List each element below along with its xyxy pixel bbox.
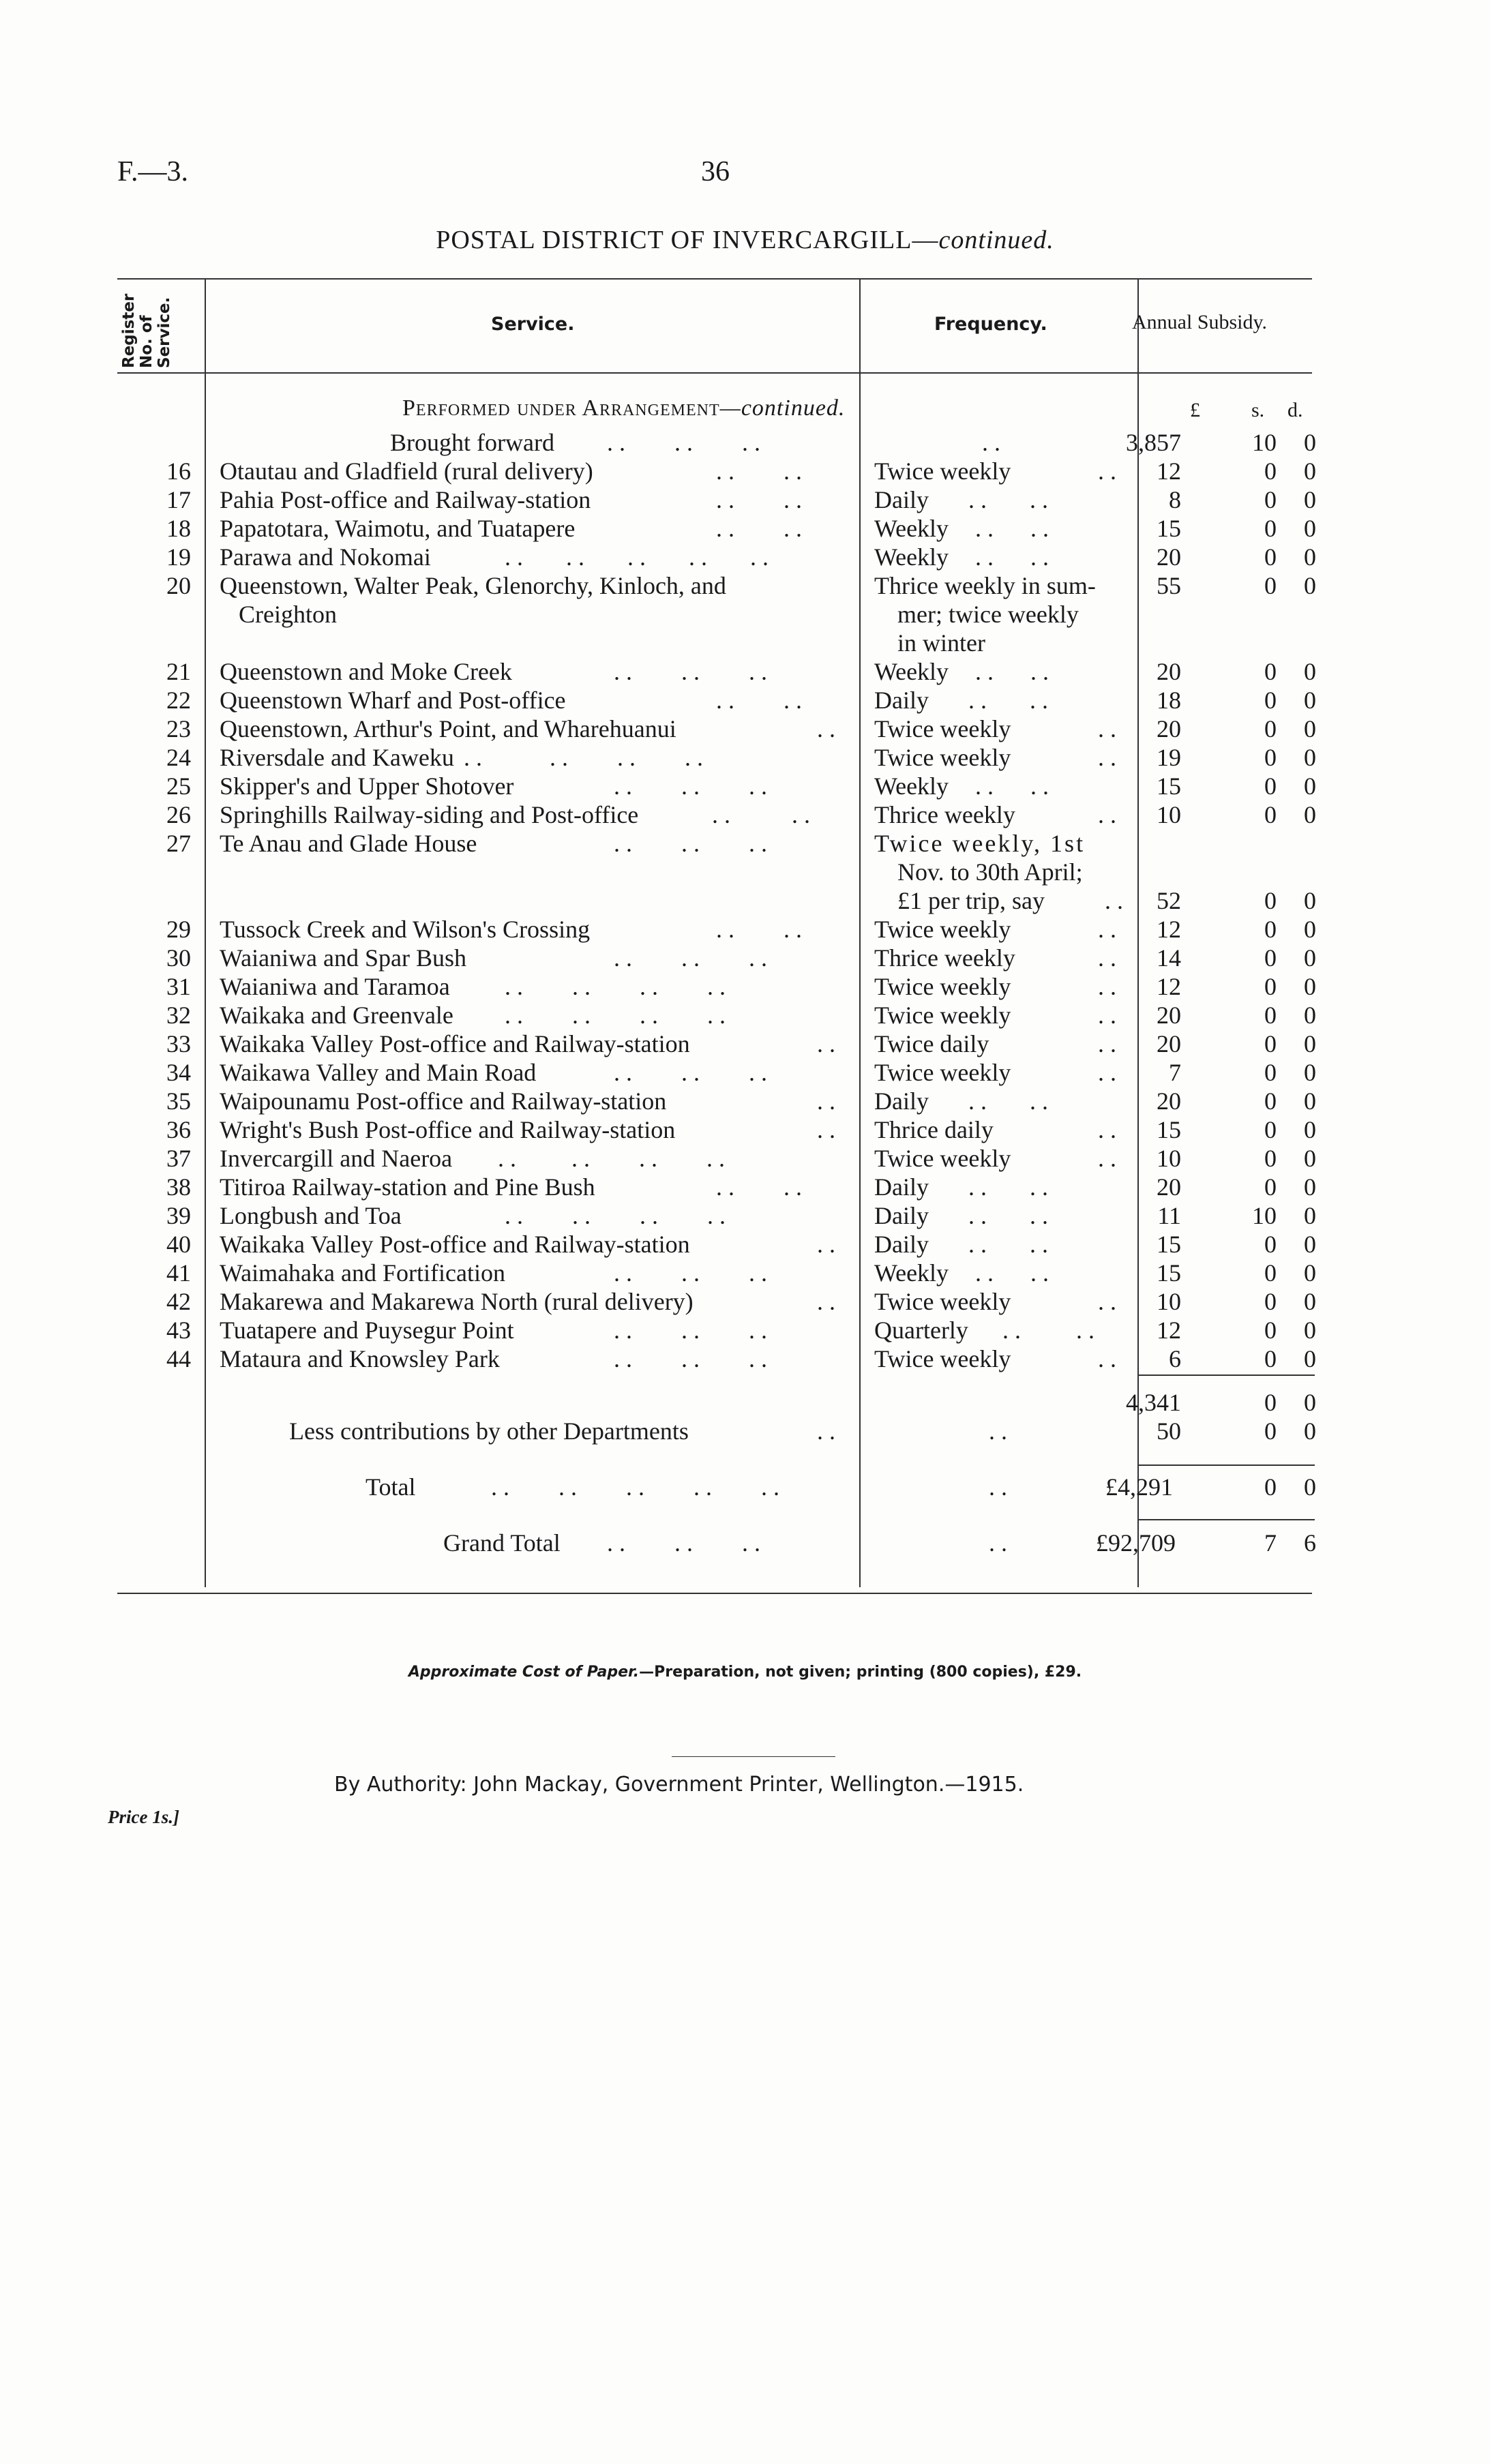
pence-header: d.: [1287, 399, 1303, 421]
pounds-cell: 19: [1157, 744, 1181, 771]
shillings-cell: 0: [1264, 1087, 1277, 1115]
leader-dots: . . . .: [975, 515, 1049, 542]
pounds-header: £: [1190, 399, 1200, 421]
frequency: Twice weekly: [874, 715, 1011, 742]
leader-dots: . .: [1098, 916, 1116, 943]
pence-cell: 0: [1304, 1389, 1316, 1416]
register-number: 26: [166, 801, 191, 828]
pounds-cell: 14: [1157, 944, 1181, 972]
leader-dots: . . . . . . . .: [505, 973, 726, 1000]
title-continued: continued.: [938, 226, 1054, 254]
shillings-cell: 0: [1264, 687, 1277, 714]
leader-dots: . . . .: [975, 1259, 1049, 1287]
pence-cell: 0: [1304, 543, 1316, 571]
register-number: 16: [166, 457, 191, 485]
pence-cell: 0: [1304, 1145, 1316, 1172]
shillings-cell: 0: [1264, 1059, 1277, 1086]
service-name: Te Anau and Glade House: [220, 830, 477, 857]
leader-dots: . .: [1098, 973, 1116, 1000]
frequency: Twice weekly: [874, 457, 1011, 485]
leader-dots: . .: [1098, 1288, 1116, 1315]
paper-cost-text: —Preparation, not given; printing (800 copies), £29.: [639, 1664, 1082, 1681]
register-column-header: Register No. of Service.: [120, 293, 173, 368]
pounds-cell: 11: [1157, 1202, 1181, 1229]
table-header-rule: [117, 372, 1312, 374]
leader-dots: . . . .: [968, 1202, 1048, 1229]
leader-dots: . . . .: [968, 486, 1048, 513]
pounds-cell: 20: [1157, 1030, 1181, 1057]
pence-cell: 0: [1304, 457, 1316, 485]
pence-cell: 0: [1304, 1030, 1316, 1057]
pounds-cell: 20: [1157, 1002, 1181, 1029]
pence-cell: 0: [1304, 572, 1316, 599]
register-number: 18: [166, 515, 191, 542]
leader-dots: . . . . . .: [607, 429, 760, 456]
subsidy-column-header: Annual Subsidy.: [1132, 311, 1268, 333]
section-continued: —continued.: [719, 395, 846, 421]
pence-cell: 0: [1304, 515, 1316, 542]
pence-cell: 6: [1304, 1529, 1316, 1557]
pounds-cell: 10: [1157, 1288, 1181, 1315]
grand-total-label: Grand Total: [443, 1529, 561, 1557]
pence-cell: 0: [1304, 486, 1316, 513]
service-name: Waikaka Valley Post-office and Railway-station: [220, 1030, 690, 1057]
service-name: Parawa and Nokomai: [220, 543, 431, 571]
register-number: 19: [166, 543, 191, 571]
frequency: Thrice daily: [874, 1116, 994, 1143]
frequency: Thrice weekly in sum-: [874, 572, 1096, 599]
pence-cell: 0: [1304, 772, 1316, 800]
leader-dots: . .: [989, 1529, 1007, 1557]
pence-cell: 0: [1304, 1116, 1316, 1143]
shillings-cell: 0: [1264, 1145, 1277, 1172]
leader-dots: . . . .: [968, 1231, 1048, 1258]
leader-dots: . .: [1098, 801, 1116, 828]
frequency: Twice weekly: [874, 1002, 1011, 1029]
frequency-column-header: Frequency.: [934, 314, 1047, 335]
service-name: Titiroa Railway-station and Pine Bush: [220, 1173, 595, 1201]
frequency: Twice weekly: [874, 1145, 1011, 1172]
leader-dots: . . . . . . . . . .: [505, 543, 769, 571]
leader-dots: . . . . . .: [614, 1345, 767, 1372]
register-number: 24: [166, 744, 191, 771]
shillings-cell: 0: [1264, 887, 1277, 914]
printer-authority: By Authority: John Mackay, Government Printer, Wellington.—1915.: [334, 1773, 1024, 1797]
leader-dots: . .: [1098, 944, 1116, 972]
service-name: Waimahaka and Fortification: [220, 1259, 505, 1287]
service-name-continued: Creighton: [239, 601, 337, 628]
service-name: Riversdale and Kaweku: [220, 744, 454, 771]
leader-dots: . . . . . .: [614, 1259, 767, 1287]
register-number: 25: [166, 772, 191, 800]
service-name: Skipper's and Upper Shotover: [220, 772, 514, 800]
service-name: Springhills Railway-siding and Post-office: [220, 801, 639, 828]
leader-dots: . . . .: [716, 1173, 802, 1201]
leader-dots: . . . .: [716, 515, 802, 542]
frequency: Twice weekly: [874, 973, 1011, 1000]
leader-dots: . . . . . . . .: [505, 1202, 726, 1229]
leader-dots: . .: [1098, 1002, 1116, 1029]
shillings-cell: 0: [1264, 916, 1277, 943]
frequency: Daily: [874, 687, 929, 714]
shillings-cell: 10: [1252, 429, 1277, 456]
register-number: 43: [166, 1317, 191, 1344]
shillings-cell: 0: [1264, 801, 1277, 828]
section-label: Performed under Arrangement: [402, 395, 720, 421]
pounds-cell: 10: [1157, 801, 1181, 828]
frequency: Weekly: [874, 1259, 949, 1287]
register-number: 27: [166, 830, 191, 857]
service-name: Waikaka Valley Post-office and Railway-station: [220, 1231, 690, 1258]
pence-cell: 0: [1304, 801, 1316, 828]
total-label: Total: [366, 1473, 416, 1501]
total-rule-bottom: [1137, 1519, 1315, 1520]
leader-dots: . .: [817, 1030, 835, 1057]
pounds-cell: £4,291: [1105, 1473, 1173, 1501]
frequency: Twice daily: [874, 1030, 989, 1057]
frequency: Twice weekly, 1st: [874, 830, 1086, 857]
paper-cost-label: Approximate Cost of Paper.: [408, 1664, 640, 1681]
document-reference: F.—3.: [117, 156, 188, 187]
pence-cell: 0: [1304, 429, 1316, 456]
table-top-rule: [117, 278, 1312, 280]
frequency-continued: mer; twice weekly: [897, 601, 1079, 628]
pounds-cell: 7: [1169, 1059, 1181, 1086]
service-column-header: Service.: [491, 314, 575, 335]
pence-cell: 0: [1304, 1002, 1316, 1029]
shillings-cell: 0: [1264, 572, 1277, 599]
pounds-cell: 20: [1157, 1087, 1181, 1115]
pounds-cell: 52: [1157, 887, 1181, 914]
pounds-cell: 6: [1169, 1345, 1181, 1372]
pounds-cell: 15: [1157, 1116, 1181, 1143]
leader-dots: . .: [1098, 1030, 1116, 1057]
leader-dots: . .: [1098, 744, 1116, 771]
pounds-cell: 20: [1157, 658, 1181, 685]
subtotal-rule: [1137, 1374, 1315, 1376]
leader-dots: . . . .: [968, 1087, 1048, 1115]
service-column-divider: [205, 278, 206, 1587]
pounds-cell: 15: [1157, 772, 1181, 800]
shillings-cell: 0: [1264, 457, 1277, 485]
shillings-cell: 0: [1264, 515, 1277, 542]
frequency: Daily: [874, 1231, 929, 1258]
register-number: 36: [166, 1116, 191, 1143]
frequency: Twice weekly: [874, 1288, 1011, 1315]
leader-dots: . . . . . .: [614, 830, 767, 857]
service-name: Longbush and Toa: [220, 1202, 402, 1229]
service-name: Waianiwa and Spar Bush: [220, 944, 467, 972]
service-name: Queenstown Wharf and Post-office: [220, 687, 566, 714]
register-number: 22: [166, 687, 191, 714]
pounds-cell: £92,709: [1096, 1529, 1176, 1557]
leader-dots: . . . . . . . .: [464, 744, 703, 771]
pounds-cell: 10: [1157, 1145, 1181, 1172]
shillings-cell: 0: [1264, 543, 1277, 571]
register-number: 33: [166, 1030, 191, 1057]
pounds-cell: 20: [1157, 1173, 1181, 1201]
register-number: 31: [166, 973, 191, 1000]
leader-dots: . . . .: [975, 658, 1049, 685]
authority-rule: [672, 1756, 835, 1757]
service-name: Makarewa and Makarewa North (rural delivery): [220, 1288, 694, 1315]
leader-dots: . . . . . .: [614, 772, 767, 800]
shillings-cell: 10: [1252, 1202, 1277, 1229]
leader-dots: . . . .: [716, 916, 802, 943]
pounds-cell: 20: [1157, 543, 1181, 571]
shillings-cell: 0: [1264, 486, 1277, 513]
service-name: Queenstown, Arthur's Point, and Wharehuanui: [220, 715, 676, 742]
frequency-continued: in winter: [897, 629, 985, 657]
pence-cell: 0: [1304, 1473, 1316, 1501]
brought-forward-label: Brought forward: [390, 429, 554, 456]
pence-cell: 0: [1304, 887, 1316, 914]
pounds-cell: 8: [1169, 486, 1181, 513]
pounds-cell: 12: [1157, 1317, 1181, 1344]
shillings-cell: 0: [1264, 1473, 1277, 1501]
shillings-cell: 0: [1264, 1417, 1277, 1445]
service-name: Papatotara, Waimotu, and Tuatapere: [220, 515, 576, 542]
leader-dots: . . . . . .: [614, 944, 767, 972]
service-name: Wright's Bush Post-office and Railway-station: [220, 1116, 676, 1143]
service-name: Waikaka and Greenvale: [220, 1002, 453, 1029]
pence-cell: 0: [1304, 1202, 1316, 1229]
total-rule-top: [1137, 1464, 1315, 1466]
shillings-cell: 0: [1264, 1173, 1277, 1201]
register-number: 29: [166, 916, 191, 943]
leader-dots: . .: [1098, 1145, 1116, 1172]
shillings-cell: 0: [1264, 715, 1277, 742]
frequency-continued: Nov. to 30th April;: [897, 858, 1083, 886]
page-title: [0, 225, 1490, 255]
leader-dots: . .: [817, 1116, 835, 1143]
leader-dots: . . . . . . . . . .: [491, 1473, 779, 1501]
frequency: Quarterly: [874, 1317, 968, 1344]
less-contributions-label: Less contributions by other Departments: [289, 1417, 689, 1445]
leader-dots: . .: [1098, 715, 1116, 742]
leader-dots: . . . . . .: [614, 1317, 767, 1344]
pence-cell: 0: [1304, 687, 1316, 714]
leader-dots: . . . .: [975, 772, 1049, 800]
leader-dots: . . . . . .: [614, 1059, 767, 1086]
leader-dots: . . . .: [716, 457, 802, 485]
frequency-column-divider: [859, 278, 861, 1587]
pence-cell: 0: [1304, 715, 1316, 742]
pounds-cell: 12: [1157, 916, 1181, 943]
paper-cost-note: [0, 1664, 1490, 1681]
frequency: Daily: [874, 486, 929, 513]
shillings-cell: 0: [1264, 1116, 1277, 1143]
title-main: POSTAL DISTRICT OF INVERCARGILL—: [436, 226, 939, 254]
frequency: Twice weekly: [874, 1345, 1011, 1372]
leader-dots: . . . .: [712, 801, 810, 828]
pounds-cell: 12: [1157, 457, 1181, 485]
register-number: 42: [166, 1288, 191, 1315]
pounds-cell: 50: [1157, 1417, 1181, 1445]
leader-dots: . .: [989, 1473, 1007, 1501]
leader-dots: . . . .: [716, 687, 802, 714]
pence-cell: 0: [1304, 1259, 1316, 1287]
leader-dots: . .: [817, 1231, 835, 1258]
shillings-cell: 0: [1264, 1259, 1277, 1287]
shillings-cell: 0: [1264, 772, 1277, 800]
pence-cell: 0: [1304, 1173, 1316, 1201]
shillings-cell: 0: [1264, 744, 1277, 771]
price: Price 1s.]: [108, 1807, 179, 1827]
leader-dots: . . . . . . . .: [498, 1145, 725, 1172]
service-name: Otautau and Gladfield (rural delivery): [220, 457, 593, 485]
pounds-cell: 18: [1157, 687, 1181, 714]
frequency: Twice weekly: [874, 1059, 1011, 1086]
register-number: 40: [166, 1231, 191, 1258]
service-name: Invercargill and Naeroa: [220, 1145, 453, 1172]
frequency: Thrice weekly: [874, 944, 1015, 972]
shillings-cell: 0: [1264, 1345, 1277, 1372]
shillings-header: s.: [1251, 399, 1265, 421]
shillings-cell: 0: [1264, 1288, 1277, 1315]
frequency: Daily: [874, 1087, 929, 1115]
pence-cell: 0: [1304, 658, 1316, 685]
shillings-cell: 0: [1264, 973, 1277, 1000]
register-number: 32: [166, 1002, 191, 1029]
service-name: Queenstown, Walter Peak, Glenorchy, Kinloch, and: [220, 572, 726, 599]
frequency: Weekly: [874, 543, 949, 571]
frequency: Weekly: [874, 658, 949, 685]
leader-dots: . . . .: [1002, 1317, 1094, 1344]
service-name: Queenstown and Moke Creek: [220, 658, 512, 685]
leader-dots: . . . .: [968, 687, 1048, 714]
leader-dots: . .: [1098, 1116, 1116, 1143]
shillings-cell: 0: [1264, 944, 1277, 972]
frequency: Twice weekly: [874, 744, 1011, 771]
pounds-cell: 15: [1157, 1259, 1181, 1287]
register-number: 17: [166, 486, 191, 513]
leader-dots: . .: [1098, 1059, 1116, 1086]
shillings-cell: 0: [1264, 1231, 1277, 1258]
register-number: 21: [166, 658, 191, 685]
pence-cell: 0: [1304, 944, 1316, 972]
pence-cell: 0: [1304, 1317, 1316, 1344]
pence-cell: 0: [1304, 1087, 1316, 1115]
shillings-cell: 0: [1264, 1030, 1277, 1057]
pounds-cell: 3,857: [1126, 429, 1181, 456]
frequency: Weekly: [874, 772, 949, 800]
pence-cell: 0: [1304, 973, 1316, 1000]
pence-cell: 0: [1304, 744, 1316, 771]
leader-dots: . .: [817, 1288, 835, 1315]
leader-dots: . .: [1105, 887, 1123, 914]
leader-dots: . . . .: [968, 1173, 1048, 1201]
frequency: Thrice weekly: [874, 801, 1015, 828]
register-number: 41: [166, 1259, 191, 1287]
frequency: Weekly: [874, 515, 949, 542]
pounds-cell: 15: [1157, 1231, 1181, 1258]
shillings-cell: 7: [1264, 1529, 1277, 1557]
pounds-cell: 15: [1157, 515, 1181, 542]
service-name: Waianiwa and Taramoa: [220, 973, 450, 1000]
shillings-cell: 0: [1264, 658, 1277, 685]
page-number: 36: [701, 156, 730, 187]
service-name: Waikawa Valley and Main Road: [220, 1059, 537, 1086]
leader-dots: . . . .: [716, 486, 802, 513]
register-number: 35: [166, 1087, 191, 1115]
register-number: 30: [166, 944, 191, 972]
leader-dots: . .: [989, 1417, 1007, 1445]
pence-cell: 0: [1304, 1417, 1316, 1445]
pounds-cell: 20: [1157, 715, 1181, 742]
shillings-cell: 0: [1264, 1317, 1277, 1344]
service-name: Waipounamu Post-office and Railway-station: [220, 1087, 667, 1115]
frequency-continued: £1 per trip, say: [897, 887, 1045, 914]
pence-cell: 0: [1304, 1231, 1316, 1258]
leader-dots: . . . . . .: [614, 658, 767, 685]
pence-cell: 0: [1304, 1059, 1316, 1086]
pence-cell: 0: [1304, 1345, 1316, 1372]
register-number: 38: [166, 1173, 191, 1201]
pounds-cell: 4,341: [1126, 1389, 1181, 1416]
frequency: Daily: [874, 1173, 929, 1201]
frequency: Daily: [874, 1202, 929, 1229]
leader-dots: . .: [1098, 457, 1116, 485]
service-name: Pahia Post-office and Railway-station: [220, 486, 591, 513]
frequency: Twice weekly: [874, 916, 1011, 943]
shillings-cell: 0: [1264, 1389, 1277, 1416]
leader-dots: . .: [817, 715, 835, 742]
leader-dots: . . . .: [975, 543, 1049, 571]
register-number: 39: [166, 1202, 191, 1229]
table-bottom-rule: [117, 1593, 1312, 1594]
service-name: Mataura and Knowsley Park: [220, 1345, 500, 1372]
register-number: 37: [166, 1145, 191, 1172]
leader-dots: . . . . . .: [607, 1529, 760, 1557]
register-number: 20: [166, 572, 191, 599]
service-name: Tuatapere and Puysegur Point: [220, 1317, 514, 1344]
section-heading: [402, 395, 845, 421]
shillings-cell: 0: [1264, 1002, 1277, 1029]
pounds-cell: 12: [1157, 973, 1181, 1000]
leader-dots: . .: [817, 1087, 835, 1115]
register-number: 44: [166, 1345, 191, 1372]
service-name: Tussock Creek and Wilson's Crossing: [220, 916, 591, 943]
register-number: 34: [166, 1059, 191, 1086]
leader-dots: . .: [817, 1417, 835, 1445]
leader-dots: . . . . . . . .: [505, 1002, 726, 1029]
pounds-cell: 55: [1157, 572, 1181, 599]
pence-cell: 0: [1304, 916, 1316, 943]
leader-dots: . .: [982, 429, 1000, 456]
register-number: 23: [166, 715, 191, 742]
leader-dots: . .: [1098, 1345, 1116, 1372]
pence-cell: 0: [1304, 1288, 1316, 1315]
